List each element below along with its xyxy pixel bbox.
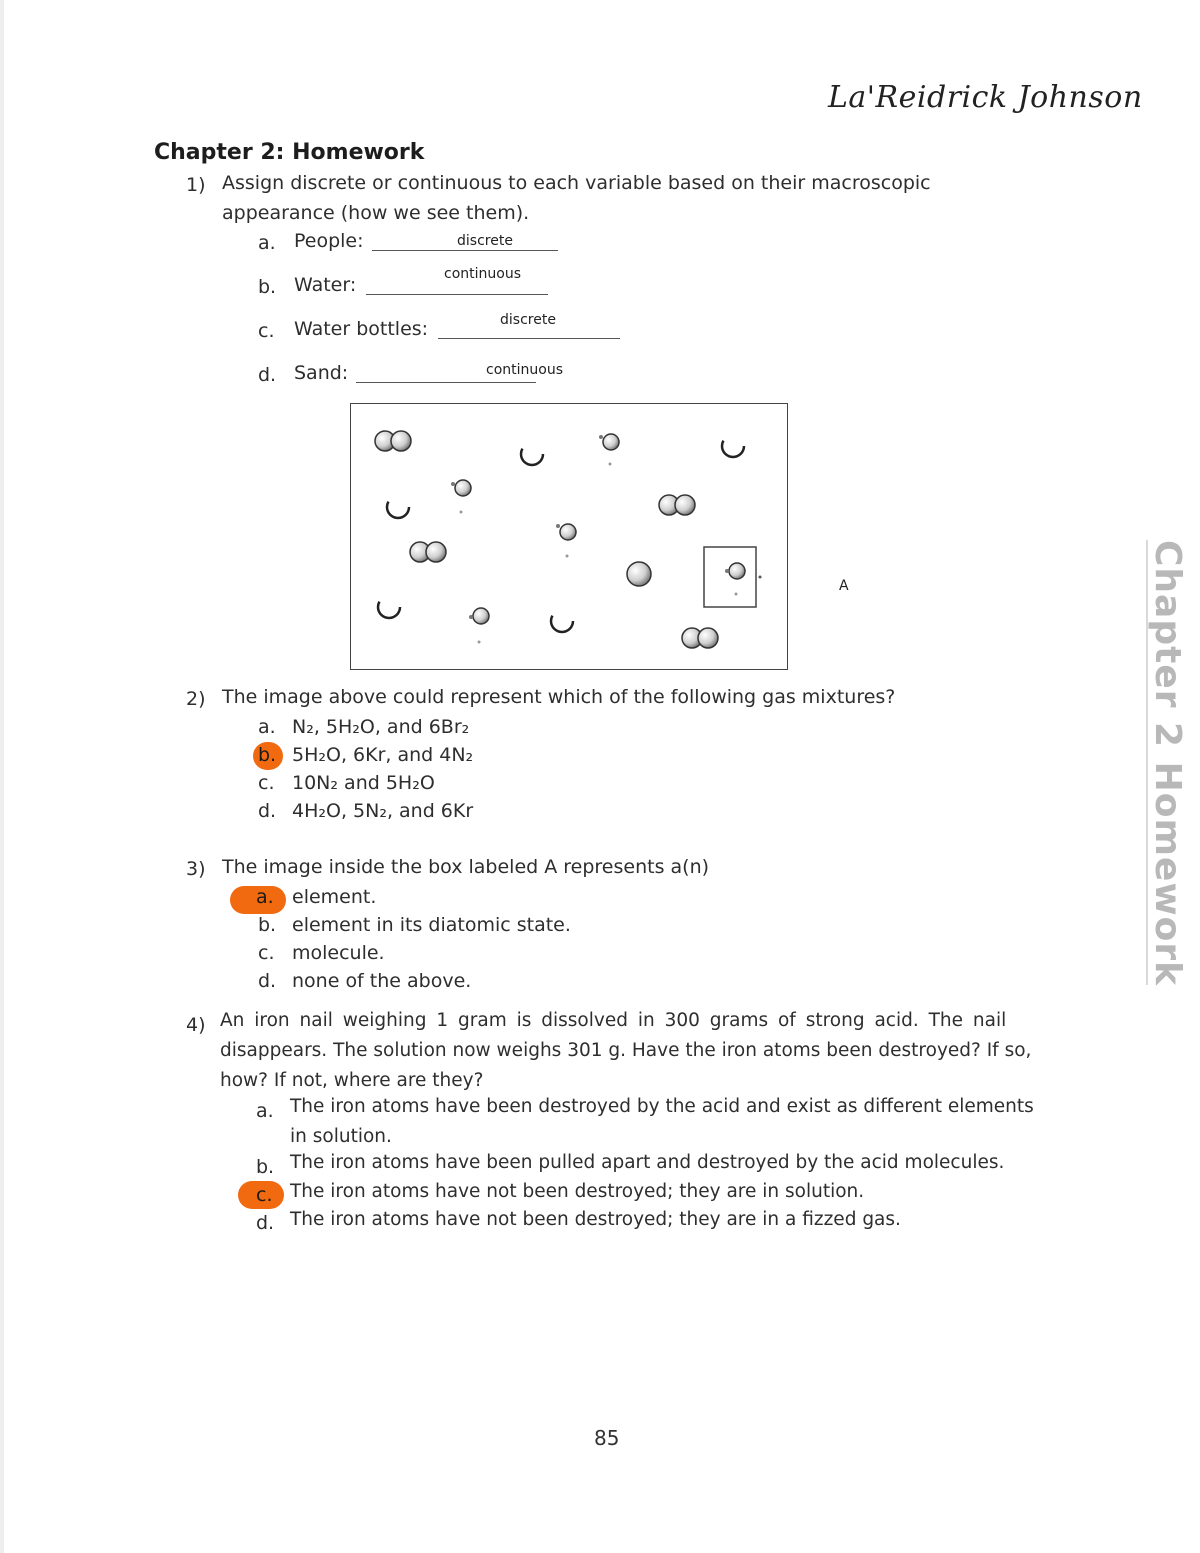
- option-letter: d.: [256, 1212, 275, 1234]
- triatomic-molecule: [469, 608, 489, 644]
- triatomic-molecule: [556, 524, 576, 558]
- student-signature: La'Reidrick Johnson: [828, 80, 1143, 115]
- single-atom: [627, 562, 651, 586]
- page-edge: [0, 0, 4, 1553]
- answer-blank[interactable]: [438, 338, 620, 339]
- item-label: Water bottles:: [294, 318, 429, 340]
- option-letter: a.: [256, 1100, 274, 1122]
- question-text: Assign discrete or continuous to each variable based on their macroscopic: [222, 172, 931, 194]
- question-number: 1): [186, 174, 206, 196]
- chapter-tab-label: Chapter 2 Homework: [1147, 540, 1188, 987]
- option-text: molecule.: [292, 942, 385, 964]
- question-text: disappears. The solution now weighs 301 g. Have the iron atoms been destroyed? If so,: [220, 1040, 1032, 1061]
- option-text: The iron atoms have been destroyed by the acid and exist as different elements: [290, 1096, 1034, 1117]
- option-letter: b.: [256, 1156, 275, 1178]
- option-letter: b.: [258, 276, 277, 298]
- option-text: element in its diatomic state.: [292, 914, 571, 936]
- option-text: in solution.: [290, 1126, 392, 1147]
- answer-text: discrete: [500, 312, 556, 328]
- triatomic-molecule: [451, 480, 471, 514]
- option-text: N₂, 5H₂O, and 6Br₂: [292, 716, 470, 738]
- option-letter: a.: [258, 716, 276, 738]
- single-atom: [722, 435, 744, 457]
- item-label: People:: [294, 230, 364, 252]
- option-text: none of the above.: [292, 970, 472, 992]
- box-a: [704, 547, 762, 607]
- diatomic-molecule: [682, 628, 718, 648]
- option-letter: d.: [258, 364, 277, 386]
- single-atom: [387, 496, 409, 518]
- option-letter: a.: [258, 232, 276, 254]
- answer-text: discrete: [457, 233, 513, 249]
- option-letter: b.: [258, 914, 277, 936]
- answer-blank[interactable]: [356, 382, 536, 383]
- item-label: Sand:: [294, 362, 349, 384]
- question-number: 4): [186, 1014, 206, 1036]
- option-letter[interactable]: a.: [256, 886, 274, 908]
- option-letter[interactable]: b.: [258, 744, 277, 766]
- option-text: 4H₂O, 5N₂, and 6Kr: [292, 800, 474, 822]
- diatomic-molecule: [659, 495, 695, 515]
- particle-diagram-svg: [351, 404, 787, 669]
- particle-diagram: [350, 403, 788, 670]
- option-text: 10N₂ and 5H₂O: [292, 772, 435, 794]
- option-letter: c.: [258, 942, 275, 964]
- page-number: 85: [594, 1426, 620, 1450]
- answer-text: continuous: [444, 266, 521, 282]
- option-letter[interactable]: c.: [256, 1184, 273, 1206]
- question-number: 3): [186, 858, 206, 880]
- option-letter: c.: [258, 772, 275, 794]
- single-atom: [521, 443, 543, 465]
- question-text: The image inside the box labeled A represents a(n): [222, 856, 710, 878]
- option-text: The iron atoms have not been destroyed; they are in solution.: [290, 1181, 865, 1202]
- option-letter: c.: [258, 320, 275, 342]
- question-text: how? If not, where are they?: [220, 1070, 484, 1091]
- answer-text: continuous: [486, 362, 563, 378]
- answer-blank[interactable]: [372, 250, 558, 251]
- option-text: The iron atoms have not been destroyed; they are in a fizzed gas.: [290, 1209, 901, 1230]
- diatomic-molecule: [375, 431, 411, 451]
- box-a-label: A: [839, 578, 849, 594]
- option-text: 5H₂O, 6Kr, and 4N₂: [292, 744, 474, 766]
- option-letter: d.: [258, 970, 277, 992]
- item-label: Water:: [294, 274, 357, 296]
- single-atom: [378, 596, 400, 618]
- diatomic-molecule: [410, 542, 446, 562]
- question-number: 2): [186, 688, 206, 710]
- option-text: element.: [292, 886, 377, 908]
- triatomic-molecule: [599, 434, 619, 466]
- question-text: An iron nail weighing 1 gram is dissolved in 300 grams of strong acid. The nail: [220, 1010, 1007, 1031]
- single-atom: [551, 610, 573, 632]
- option-text: The iron atoms have been pulled apart and destroyed by the acid molecules.: [290, 1152, 1005, 1173]
- question-text: The image above could represent which of the following gas mixtures?: [222, 686, 896, 708]
- question-text: appearance (how we see them).: [222, 202, 530, 224]
- page-title: Chapter 2: Homework: [154, 140, 425, 165]
- option-letter: d.: [258, 800, 277, 822]
- answer-blank[interactable]: [366, 294, 548, 295]
